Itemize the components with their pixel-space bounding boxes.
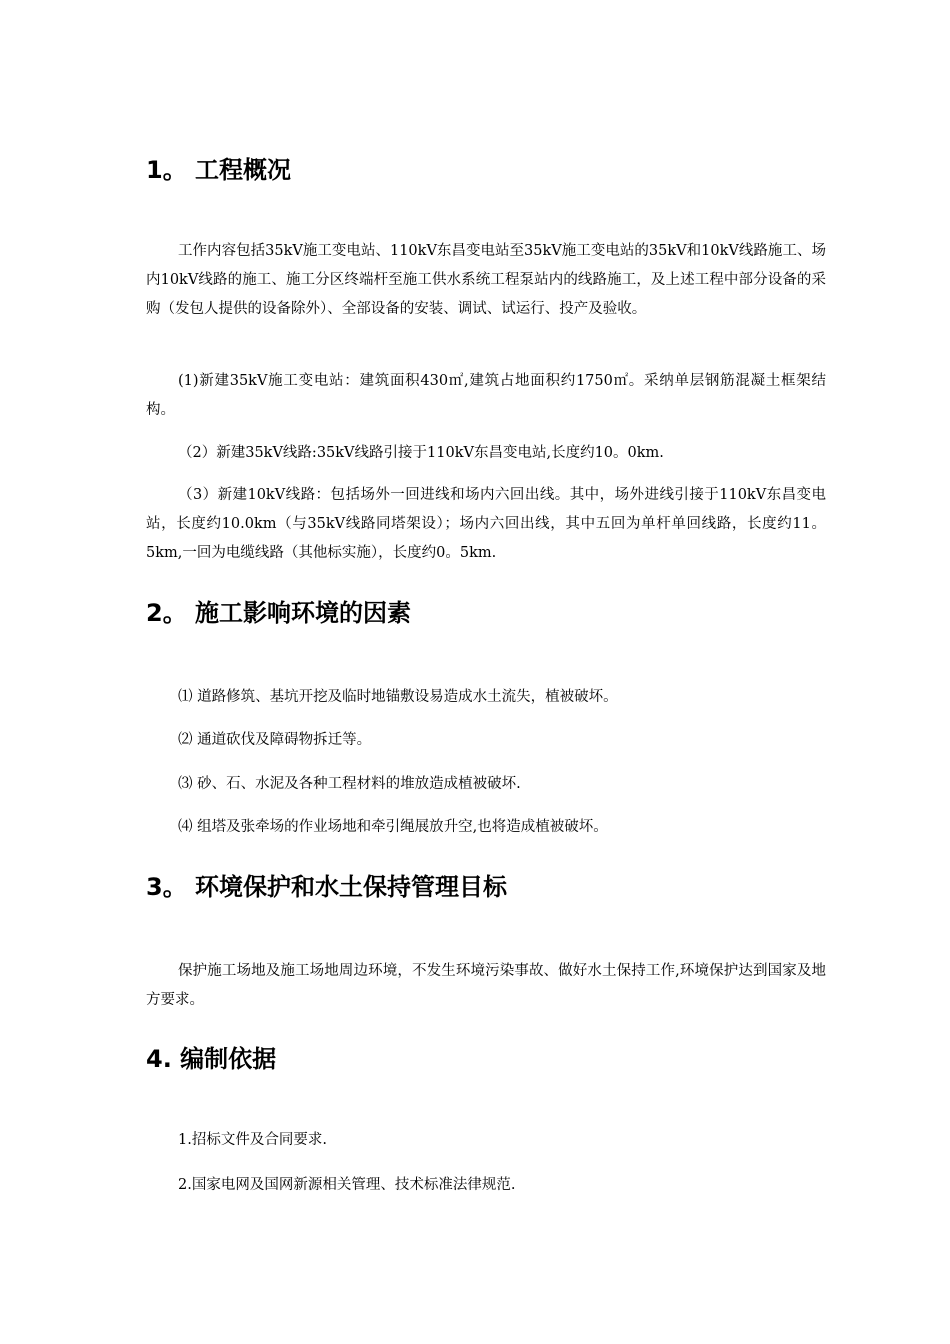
section-2-item-1: ⑴ 道路修筑、基坑开挖及临时地锚敷设易造成水土流失，植被破坏。	[178, 689, 618, 705]
section-1-paragraph-2: (1)新建35kV施工变电站：建筑面积430㎡,建筑占地面积约1750㎡。采纳单层钢筋混凝土框架结构。	[146, 373, 826, 418]
section-4-item-2: 2.国家电网及国网新源相关管理、技术标准法律规范.	[178, 1177, 516, 1193]
section-3-paragraph-1: 保护施工场地及施工场地周边环境，不发生环境污染事故、做好水土保持工作,环境保护达到国家及地方要求。	[146, 963, 826, 1008]
section-4-heading: 4. 编制依据	[146, 1045, 277, 1073]
section-2-item-2: ⑵ 通道砍伐及障碍物拆迁等。	[178, 732, 372, 748]
section-1-paragraph-4: （3）新建10kV线路：包括场外一回进线和场内六回出线。其中，场外进线引接于110kV东昌变电站，长度约10.0km（与35kV线路同塔架设）；场内六回出线，其中五回为单杆单回线路，长度约11。5km,一回为电缆线路（其他标实施），长度约0。5km.	[146, 487, 826, 561]
section-2-item-4: ⑷ 组塔及张牵场的作业场地和牵引绳展放升空,也将造成植被破坏。	[178, 819, 608, 835]
section-1-heading: 1。 工程概况	[146, 156, 292, 184]
section-1-paragraph-1: 工作内容包括35kV施工变电站、110kV东昌变电站至35kV施工变电站的35kV和10kV线路施工、场内10kV线路的施工、施工分区终端杆至施工供水系统工程泵站内的线路施工，及上述工程中部分设备的采购（发包人提供的设备除外）、全部设备的安装、调试、试运行、投产及验收。	[146, 243, 826, 317]
section-3-heading: 3。 环境保护和水土保持管理目标	[146, 873, 508, 901]
section-1-paragraph-3: （2）新建35kV线路:35kV线路引接于110kV东昌变电站,长度约10。0km.	[178, 445, 664, 461]
section-2-item-3: ⑶ 砂、石、水泥及各种工程材料的堆放造成植被破坏.	[178, 776, 521, 792]
section-2-heading: 2。 施工影响环境的因素	[146, 599, 412, 627]
section-4-item-1: 1.招标文件及合同要求.	[178, 1132, 327, 1148]
